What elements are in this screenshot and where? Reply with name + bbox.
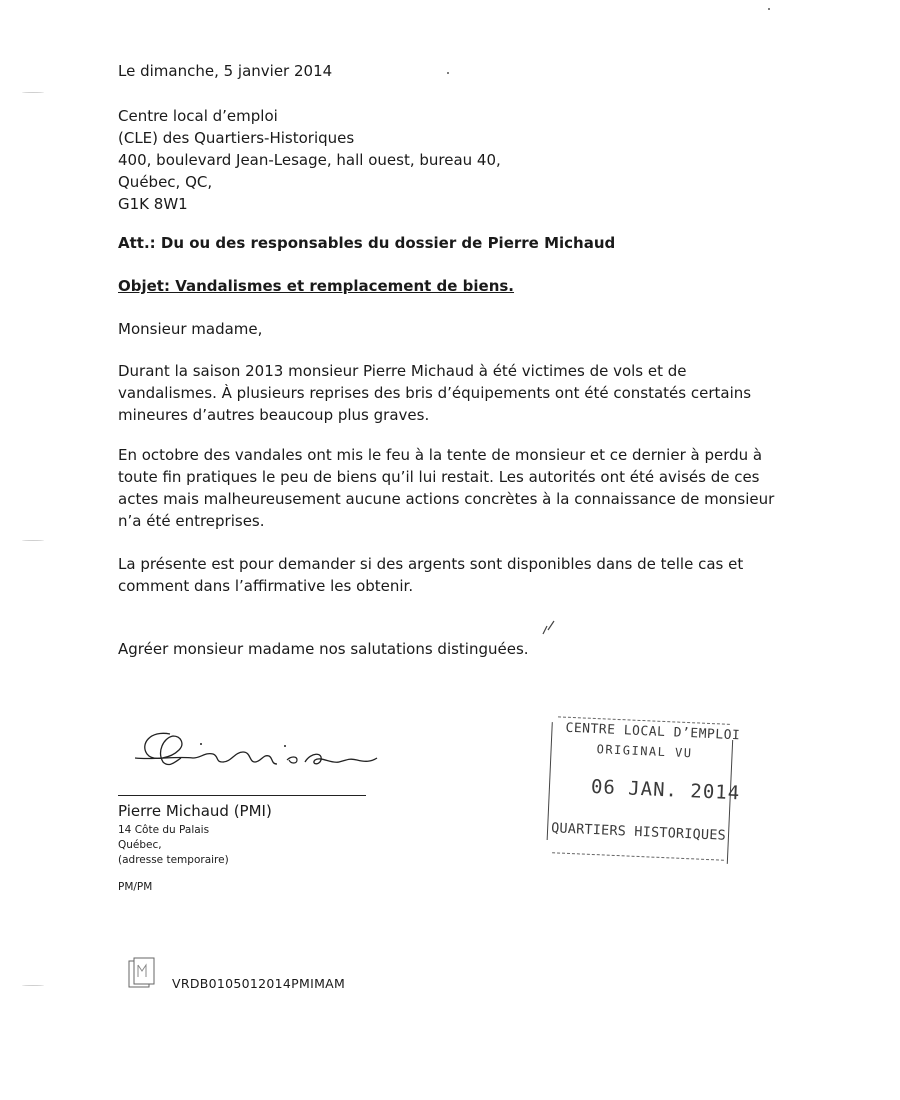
- document-icon: [128, 957, 156, 991]
- speck: [447, 72, 449, 74]
- paragraph-1-line: vandalismes. À plusieurs reprises des bris d’équipements ont été constatés certains: [118, 384, 752, 402]
- subject-line: Objet: Vandalismes et remplacement de biens.: [118, 277, 515, 295]
- stamp-date: 06 JAN. 2014: [590, 775, 741, 805]
- scan-mark: [22, 540, 44, 541]
- stamp-district: QUARTIERS HISTORIQUES: [550, 820, 727, 844]
- salutation: Monsieur madame,: [118, 320, 263, 338]
- paragraph-1-line: Durant la saison 2013 monsieur Pierre Michaud à été victimes de vols et de: [118, 362, 687, 380]
- recipient-line-1: Centre local d’emploi: [118, 107, 278, 125]
- recipient-line-4: Québec, QC,: [118, 173, 213, 191]
- recipient-line-5: G1K 8W1: [118, 195, 188, 213]
- stamp-office: CENTRE LOCAL D’EMPLOI: [565, 720, 741, 744]
- paragraph-3: [118, 553, 758, 597]
- reference-code: VRDB0105012014PMIMAM: [172, 976, 346, 991]
- recipient-line-2: (CLE) des Quartiers-Historiques: [118, 129, 355, 147]
- reception-stamp: [542, 714, 741, 862]
- signer-name: Pierre Michaud (PMI): [118, 802, 272, 820]
- speck: [768, 8, 770, 10]
- paragraph-1-line: mineures d’autres beaucoup plus graves.: [118, 406, 430, 424]
- paragraph-2-line: actes mais malheureusement aucune actions concrètes à la connaissance de monsieur: [118, 490, 775, 508]
- recipient-line-3: 400, boulevard Jean-Lesage, hall ouest, bureau 40,: [118, 151, 501, 169]
- scan-mark: [22, 92, 44, 93]
- paragraph-2-line: En octobre des vandales ont mis le feu à la tente de monsieur et ce dernier à perdu à: [118, 446, 763, 464]
- signer-address-line-1: 14 Côte du Palais: [118, 824, 210, 836]
- pen-mark: [540, 618, 562, 638]
- stamp-border-bottom: [552, 852, 724, 861]
- paragraph-1: [118, 360, 758, 426]
- attention-line: Att.: Du ou des responsables du dossier de Pierre Michaud: [118, 234, 616, 252]
- handwritten-signature: [135, 722, 385, 782]
- stamp-original-seen: ORIGINAL VU: [596, 742, 693, 761]
- signature-line: [118, 795, 366, 796]
- closing-line: Agréer monsieur madame nos salutations distinguées.: [118, 640, 529, 658]
- signer-address-line-3: (adresse temporaire): [118, 854, 229, 866]
- paragraph-3-line: comment dans l’affirmative les obtenir.: [118, 577, 414, 595]
- paragraph-2: [118, 444, 775, 532]
- paragraph-3-line: La présente est pour demander si des argents sont disponibles dans de telle cas et: [118, 555, 744, 573]
- paragraph-2-line: n’a été entreprises.: [118, 512, 265, 530]
- scan-mark: [22, 985, 44, 986]
- letter-date: Le dimanche, 5 janvier 2014: [118, 62, 333, 80]
- initials: PM/PM: [118, 881, 153, 893]
- paragraph-2-line: toute fin pratiques le peu de biens qu’il lui restait. Les autorités ont été avisés de ces: [118, 468, 760, 486]
- signer-address-line-2: Québec,: [118, 839, 162, 851]
